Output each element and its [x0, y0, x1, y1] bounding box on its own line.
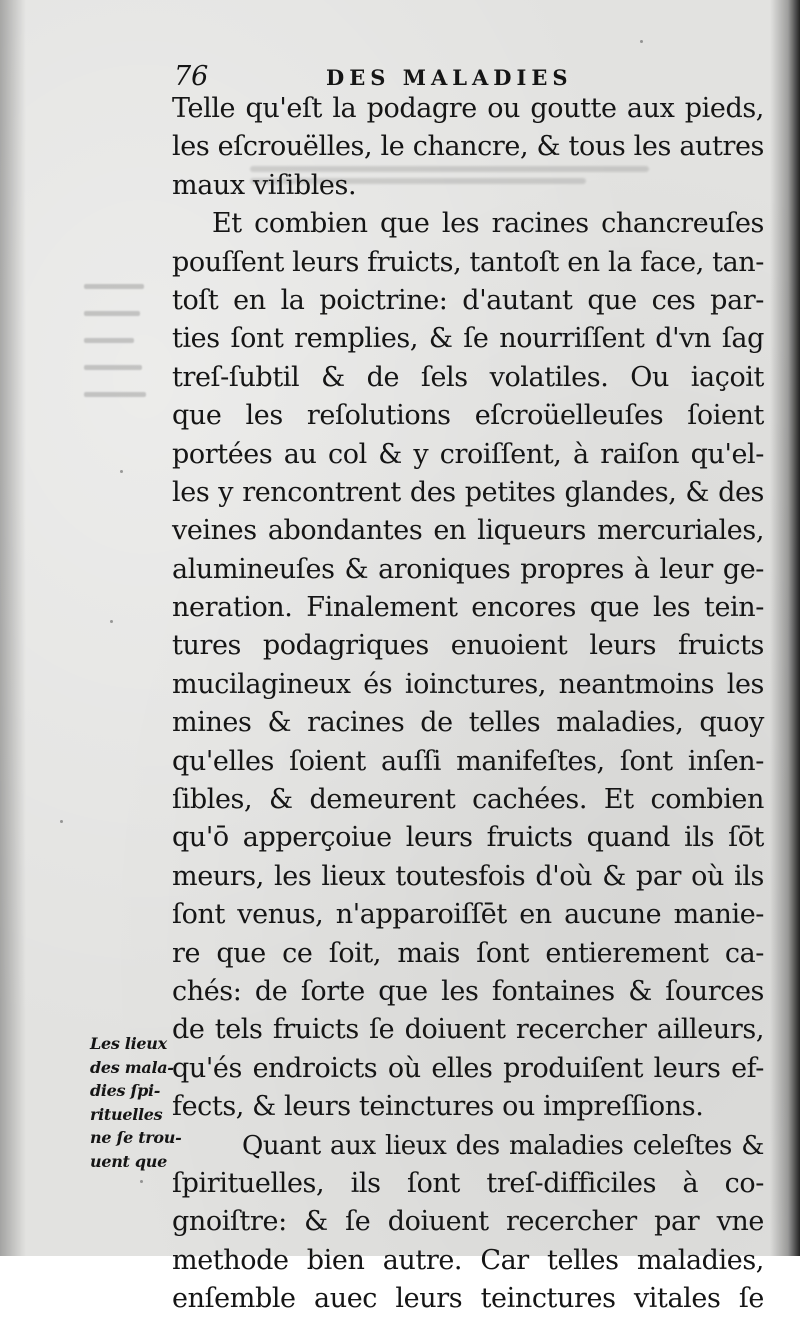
- text-line: mucilagineux és ioinctures, neantmoins les: [172, 668, 764, 700]
- margin-note-line: dies ſpi-: [90, 1081, 161, 1101]
- text-line: Quant aux lieux des maladies celeſtes &: [242, 1130, 764, 1161]
- text-line: les eſcrouëlles, le chancre, & tous les autres: [172, 131, 764, 163]
- text-line: veines abondantes en liqueurs mercuriales,: [172, 515, 764, 547]
- running-header-title: DES MALADIES: [326, 65, 573, 90]
- text-line: qu'elles ſoient auſſi manifeſtes, ſont inſen-: [172, 745, 764, 777]
- text-line: re que ce ſoit, mais ſont entierement ca-: [172, 937, 764, 969]
- text-line: alumineuſes & aroniques propres à leur ge-: [172, 553, 764, 585]
- text-line: ties ſont remplies, & ſe nourriſſent d'vn ſag: [172, 323, 764, 355]
- text-line: maux viſibles.: [172, 169, 357, 201]
- text-line: qu'ō apperçoiue leurs fruicts quand ils ſōt: [172, 822, 764, 854]
- text-line: les y rencontrent des petites glandes, & des: [172, 476, 764, 508]
- text-line: enſemble auec leurs teinctures vitales ſe: [172, 1283, 764, 1315]
- page-edge-shadow: [770, 0, 800, 1256]
- text-line: neration. Finalement encores que les tein-: [172, 592, 764, 624]
- margin-note-line: rituelles: [90, 1104, 163, 1124]
- text-line: chés: de ſorte que les fontaines & ſources: [172, 975, 764, 1007]
- margin-note-line: ne ſe trou-: [90, 1128, 182, 1148]
- text-line: qu'és endroicts où elles produiſent leurs ef-: [172, 1052, 764, 1084]
- text-line: methode bien autre. Car telles maladies,: [172, 1244, 764, 1276]
- running-head: [170, 60, 610, 92]
- margin-note-line: des mala-: [90, 1057, 174, 1077]
- text-line: toſt en la poictrine: d'autant que ces par-: [172, 284, 764, 316]
- text-line: treſ-ſubtil & de ſels volatiles. Ou iaçoit: [172, 361, 764, 393]
- text-line: de tels fruicts ſe doiuent recercher ailleurs,: [172, 1014, 764, 1046]
- text-line: ſibles, & demeurent cachées. Et combien: [172, 784, 764, 816]
- page-number: 76: [174, 61, 209, 92]
- text-line: Telle qu'eſt la podagre ou goutte aux pieds,: [172, 93, 764, 124]
- text-line: portées au col & y croiſſent, à raiſon qu'el-: [172, 438, 764, 470]
- text-line: Et combien que les racines chancreuſes: [212, 208, 764, 240]
- text-line: pouſſent leurs fruicts, tantoſt en la face, tan-: [172, 246, 764, 278]
- text-line: tures podagriques enuoient leurs fruicts: [172, 630, 764, 662]
- text-line: ſont venus, n'apparoiſſēt en aucune manie-: [172, 899, 764, 931]
- margin-note-line: uent que: [90, 1151, 168, 1171]
- text-line: meurs, les lieux toutesfois d'où & par où ils: [172, 860, 764, 892]
- margin-note-line: Les lieux: [90, 1034, 167, 1053]
- text-line: ſpirituelles, ils ſont treſ-difficiles à co-: [172, 1167, 764, 1199]
- text-line: fects, & leurs teinctures ou impreſſions.: [172, 1091, 704, 1123]
- text-line: mines & racines de telles maladies, quoy: [172, 707, 764, 739]
- margin-note: [90, 1032, 200, 1174]
- body-text: [172, 90, 764, 1319]
- bleed-through-margin: [84, 262, 148, 422]
- page-gutter-shadow: [0, 0, 26, 1256]
- text-line: gnoiſtre: & ſe doiuent recercher par vne: [172, 1206, 764, 1238]
- text-line: que les reſolutions eſcroüelleuſes ſoient: [172, 400, 764, 432]
